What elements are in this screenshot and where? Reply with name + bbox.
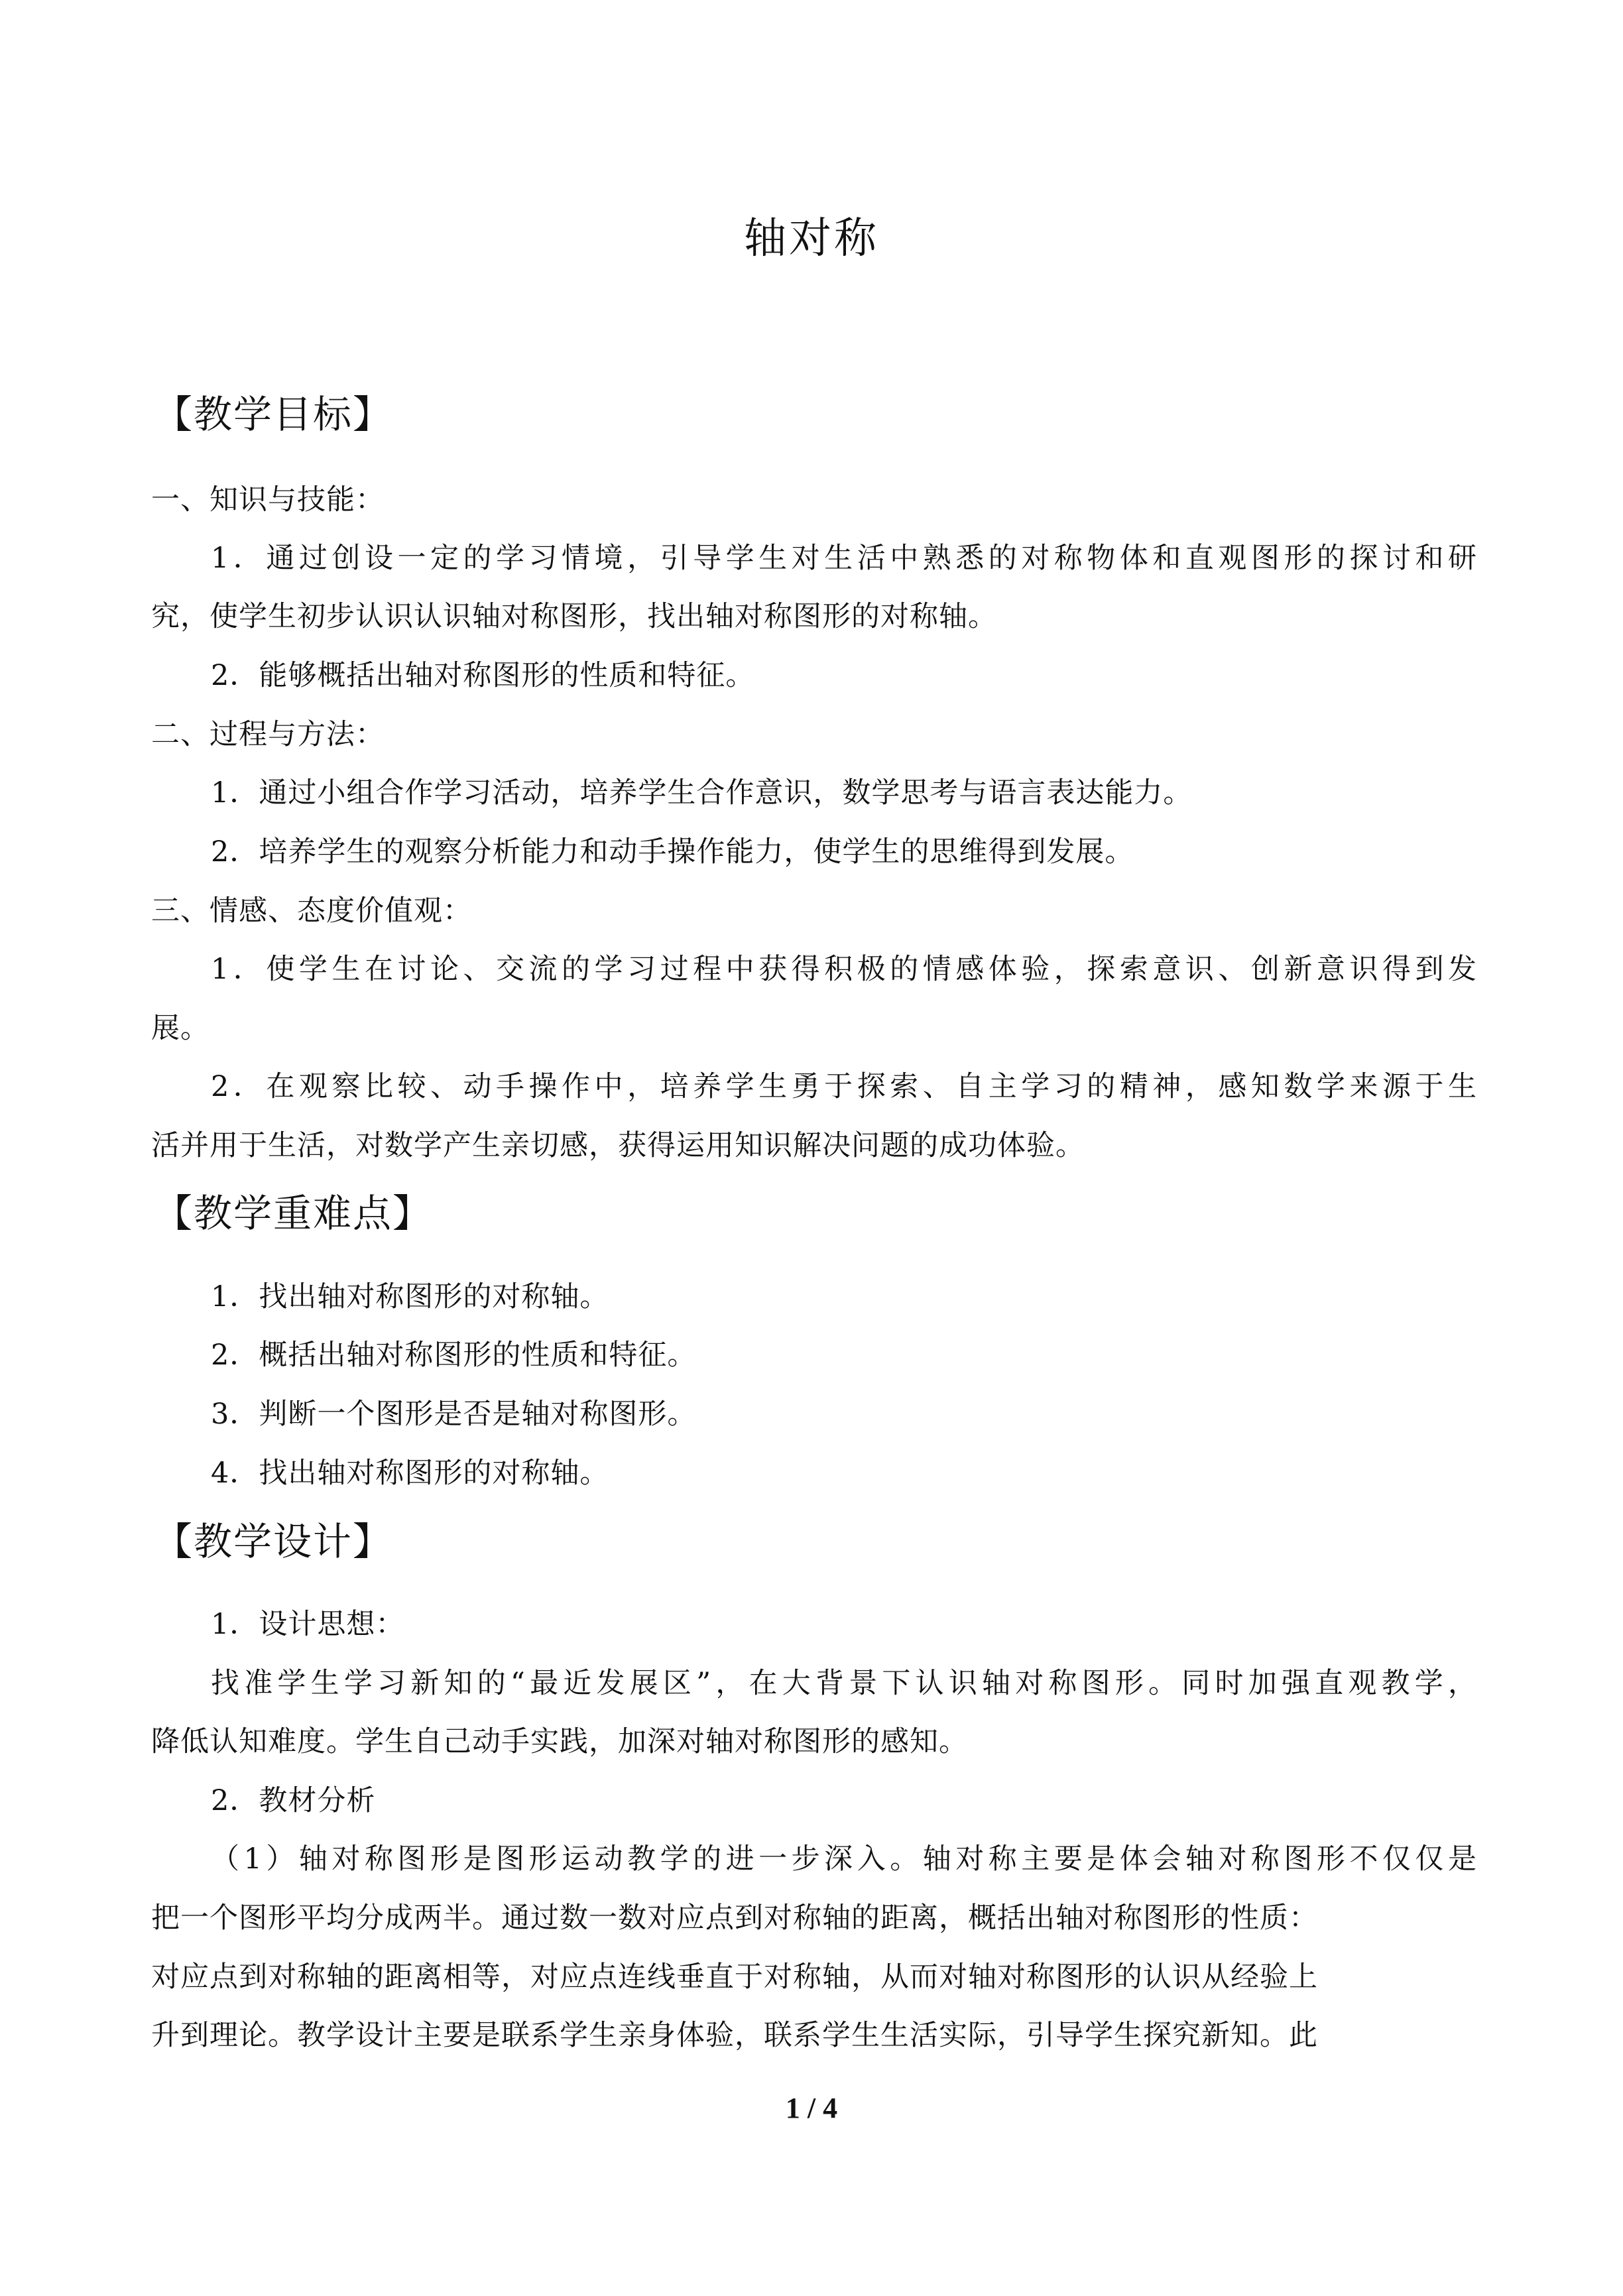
objectives-part3-item2-line2: 活并用于生活，对数学产生亲切感，获得运用知识解决问题的成功体验。 — [151, 1129, 1085, 1162]
objectives-part3-item1-line1: 1．使学生在讨论、交流的学习过程中获得积极的情感体验，探索意识、创新意识得到发 — [211, 953, 1477, 986]
design-sub2-line4: 升到理论。教学设计主要是联系学生亲身体验，联系学生生活实际，引导学生探究新知。此 — [151, 2019, 1318, 2052]
objectives-part1-item1-line1: 1．通过创设一定的学习情境，引导学生对生活中熟悉的对称物体和直观图形的探讨和研 — [211, 542, 1477, 575]
design-sub1-line1: 找准学生学习新知的“最近发展区”，在大背景下认识轴对称图形。同时加强直观教学， — [211, 1667, 1477, 1700]
design-sub2-line2: 把一个图形平均分成两半。通过数一数对应点到对称轴的距离，概括出轴对称图形的性质： — [151, 1902, 1318, 1935]
key-point-item-1: 1．找出轴对称图形的对称轴。 — [211, 1280, 609, 1313]
key-point-item-2: 2．概括出轴对称图形的性质和特征。 — [211, 1339, 697, 1372]
objectives-part3-item2-line1: 2．在观察比较、动手操作中，培养学生勇于探索、自主学习的精神，感知数学来源于生 — [211, 1070, 1477, 1103]
section-heading-key-points: 【教学重难点】 — [154, 1191, 433, 1236]
objectives-part2-heading: 二、过程与方法： — [151, 718, 385, 751]
objectives-part3-heading: 三、情感、态度价值观： — [151, 894, 472, 928]
design-sub1-line2: 降低认知难度。学生自己动手实践，加深对轴对称图形的感知。 — [151, 1725, 968, 1758]
page-number: 1 / 4 — [785, 2092, 838, 2124]
objectives-part2-item1: 1．通过小组合作学习活动，培养学生合作意识，数学思考与语言表达能力。 — [211, 776, 1193, 810]
design-sub2-heading: 2．教材分析 — [211, 1784, 376, 1817]
objectives-part1-heading: 一、知识与技能： — [151, 483, 385, 516]
design-sub2-line3: 对应点到对称轴的距离相等，对应点连线垂直于对称轴，从而对轴对称图形的认识从经验上 — [151, 1961, 1318, 1994]
design-sub2-line1: （1）轴对称图形是图形运动教学的进一步深入。轴对称主要是体会轴对称图形不仅仅是 — [211, 1843, 1477, 1876]
key-point-item-3: 3．判断一个图形是否是轴对称图形。 — [211, 1398, 697, 1431]
objectives-part2-item2: 2．培养学生的观察分析能力和动手操作能力，使学生的思维得到发展。 — [211, 835, 1134, 869]
section-heading-design: 【教学设计】 — [154, 1519, 393, 1564]
section-heading-objectives: 【教学目标】 — [154, 392, 393, 437]
objectives-part1-item2: 2．能够概括出轴对称图形的性质和特征。 — [211, 659, 755, 692]
objectives-part3-item1-line2: 展。 — [151, 1012, 210, 1045]
document-title: 轴对称 — [744, 214, 879, 263]
objectives-part1-item1-line2: 究，使学生初步认识认识轴对称图形，找出轴对称图形的对称轴。 — [151, 600, 997, 633]
design-sub1-heading: 1．设计思想： — [211, 1608, 405, 1641]
key-point-item-4: 4．找出轴对称图形的对称轴。 — [211, 1457, 609, 1490]
